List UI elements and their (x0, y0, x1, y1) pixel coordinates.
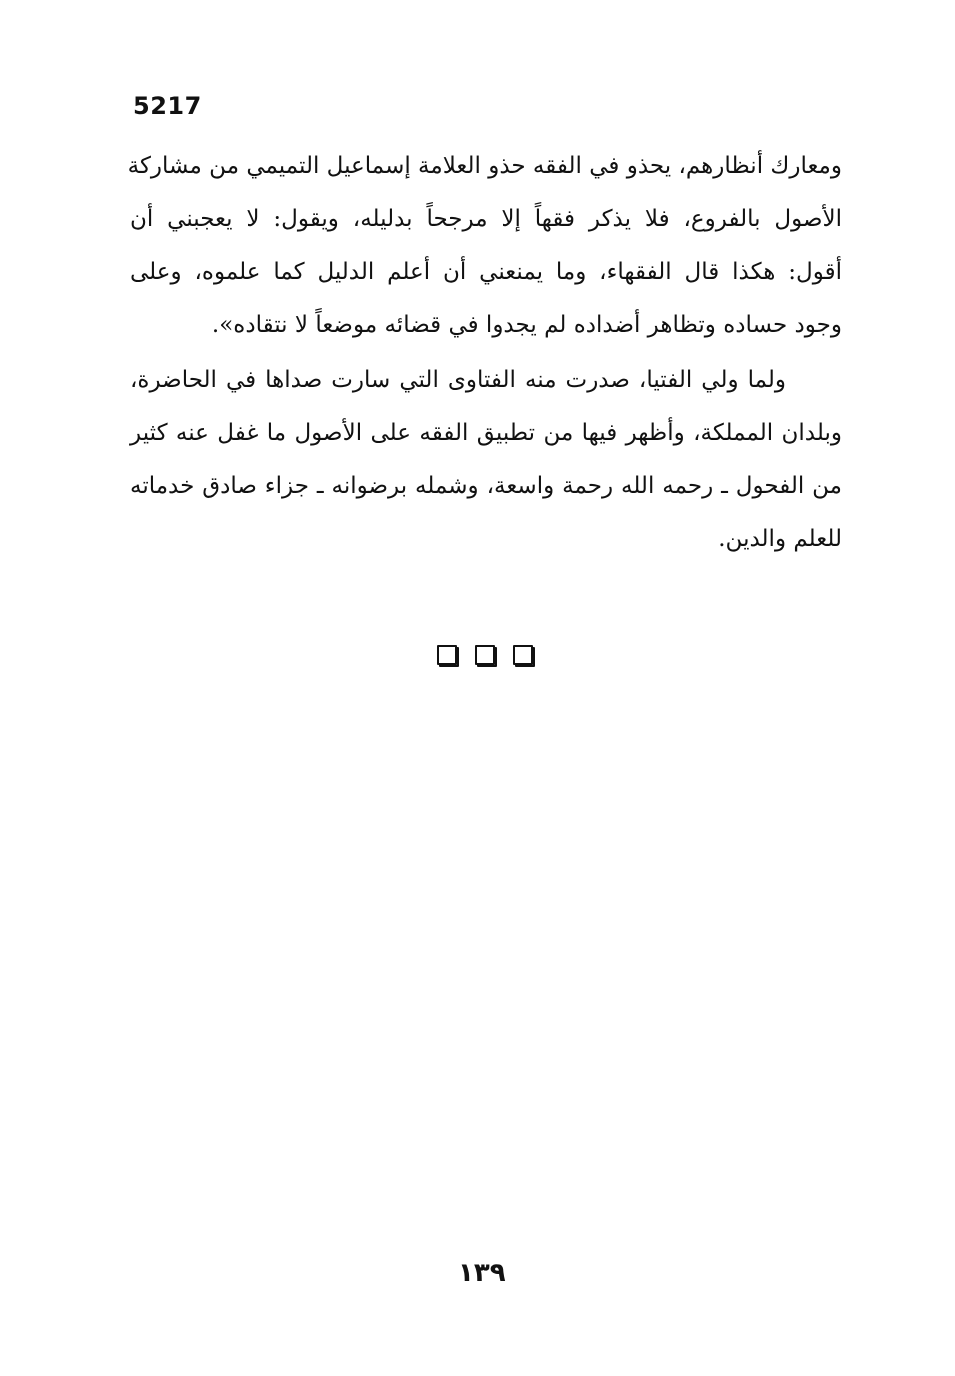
paragraph-line: الأصول بالفروع، فلا يذكر فقهاً إلا مرجحاً بدليله، ويقول: لا يعجبني أن (130, 206, 842, 232)
paragraph-line: ولما ولي الفتيا، صدرت منه الفتاوى التي سارت صداها في الحاضرة، (130, 367, 786, 393)
paragraph-line: للعلم والدين. (718, 526, 842, 552)
ornament-box-icon (513, 645, 533, 665)
paragraph-line: ومعارك أنظارهم، يحذو في الفقه حذو العلامة إسماعيل التميمي من مشاركة (127, 153, 842, 179)
paragraph-1 (127, 140, 842, 352)
ornament-box-icon (437, 645, 457, 665)
body-text (127, 140, 842, 566)
paragraph-line: وجود حساده وتظاهر أضداده لم يجدوا في قضائه موضعاً لا نتقاده». (211, 312, 842, 338)
paragraph-2 (130, 354, 842, 566)
page-number: ١٣٩ (458, 1258, 506, 1288)
page-id-number: 5217 (133, 92, 202, 120)
paragraph-line: أقول: هكذا قال الفقهاء، وما يمنعني أن أعلم الدليل كما علموه، وعلى (130, 259, 842, 285)
section-separator (437, 645, 533, 665)
ornament-box-icon (475, 645, 495, 665)
paragraph-line: وبلدان المملكة، وأظهر فيها من تطبيق الفقه على الأصول ما غفل عنه كثير (130, 420, 842, 446)
paragraph-line: من الفحول ـ رحمه الله رحمة واسعة، وشمله برضوانه ـ جزاء صادق خدماته (130, 473, 842, 499)
